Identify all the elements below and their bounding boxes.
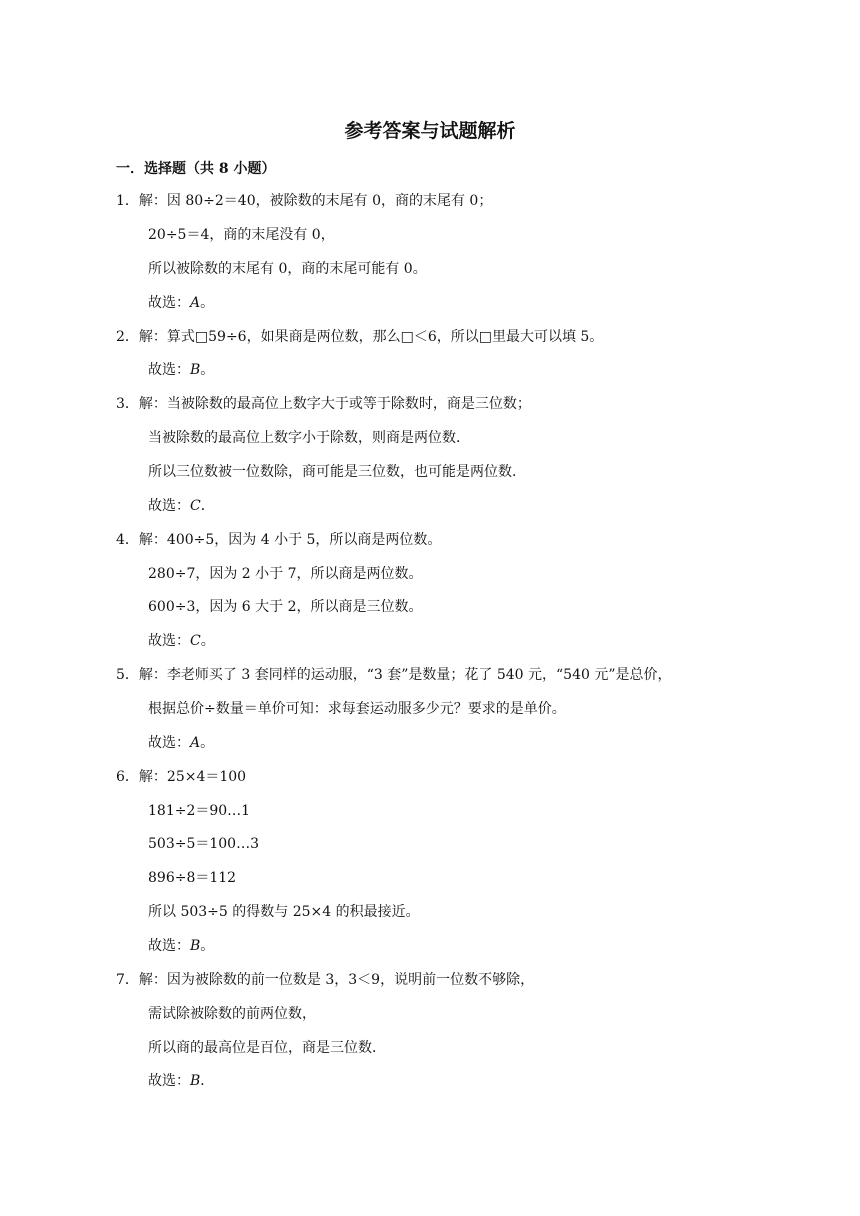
choice-letter: B xyxy=(190,1073,201,1089)
choice-letter: B xyxy=(190,938,201,954)
answer-7-choice xyxy=(148,1071,214,1091)
answer-4-line-1: 4．解：400÷5，因为 4 小于 5，所以商是两位数。 xyxy=(116,532,442,548)
answer-7-line-3: 所以商的最高位是百位，商是三位数． xyxy=(148,1040,386,1056)
choice-letter: C xyxy=(190,498,201,514)
choice-prefix: 故选： xyxy=(148,1073,190,1089)
choice-letter: B xyxy=(190,362,201,378)
choice-suffix: 。 xyxy=(200,633,215,649)
answer-2-line-1: 2．解：算式□59÷6，如果商是两位数，那么□＜6，所以□里最大可以填 5。 xyxy=(116,329,604,345)
answer-7-line-2: 需试除被除数的前两位数， xyxy=(148,1006,316,1022)
answer-1-choice xyxy=(148,293,214,313)
answer-7-line-1: 7．解：因为被除数的前一位数是 3，3＜9，说明前一位数不够除， xyxy=(116,972,535,988)
choice-prefix: 故选： xyxy=(148,938,190,954)
choice-prefix: 故选： xyxy=(148,633,190,649)
answer-4-line-3: 600÷3，因为 6 大于 2，所以商是三位数。 xyxy=(148,599,423,615)
answer-4-choice xyxy=(148,631,215,651)
choice-suffix: 。 xyxy=(200,735,215,751)
answer-6-line-2: 181÷2＝90…1 xyxy=(148,803,251,819)
answer-1-line-3: 所以被除数的末尾有 0，商的末尾可能有 0。 xyxy=(148,261,427,277)
choice-prefix: 故选： xyxy=(148,295,190,311)
answer-3-line-2: 当被除数的最高位上数字小于除数，则商是两位数． xyxy=(148,430,470,446)
answer-6-choice xyxy=(148,936,214,956)
answer-3-choice xyxy=(148,496,215,516)
choice-suffix: 。 xyxy=(200,295,215,311)
answer-2-choice xyxy=(148,360,214,380)
answer-4-line-2: 280÷7，因为 2 小于 7，所以商是两位数。 xyxy=(148,566,423,582)
answer-1-line-2: 20÷5＝4，商的末尾没有 0， xyxy=(148,227,335,243)
answer-6-line-4: 896÷8＝112 xyxy=(148,870,237,886)
choice-prefix: 故选： xyxy=(148,362,190,378)
answer-5-line-1: 5．解：李老师买了 3 套同样的运动服，“3 套”是数量；花了 540 元，“540 元”是总价， xyxy=(116,667,672,683)
answer-5-line-2: 根据总价÷数量＝单价可知：求每套运动服多少元？要求的是单价。 xyxy=(148,701,566,717)
choice-letter: A xyxy=(190,295,201,311)
answer-3-line-3: 所以三位数被一位数除，商可能是三位数，也可能是两位数． xyxy=(148,464,526,480)
choice-prefix: 故选： xyxy=(148,498,190,514)
choice-suffix: ． xyxy=(200,1073,215,1089)
answer-6-line-3: 503÷5＝100…3 xyxy=(148,836,259,852)
choice-suffix: 。 xyxy=(200,938,215,954)
answer-6-line-1: 6．解：25×4＝100 xyxy=(116,769,247,785)
answer-3-line-1: 3．解：当被除数的最高位上数字大于或等于除数时，商是三位数； xyxy=(116,396,531,412)
choice-letter: C xyxy=(190,633,201,649)
choice-suffix: ． xyxy=(200,498,215,514)
choice-suffix: 。 xyxy=(200,362,215,378)
section-heading: 一．选择题（共 8 小题） xyxy=(116,161,276,177)
answer-1-line-1: 1．解：因 80÷2＝40，被除数的末尾有 0，商的末尾有 0； xyxy=(116,193,493,209)
choice-prefix: 故选： xyxy=(148,735,190,751)
choice-letter: A xyxy=(190,735,201,751)
answer-5-choice xyxy=(148,733,214,753)
answer-6-line-5: 所以 503÷5 的得数与 25×4 的积最接近。 xyxy=(148,904,420,920)
page-title: 参考答案与试题解析 xyxy=(344,120,516,142)
